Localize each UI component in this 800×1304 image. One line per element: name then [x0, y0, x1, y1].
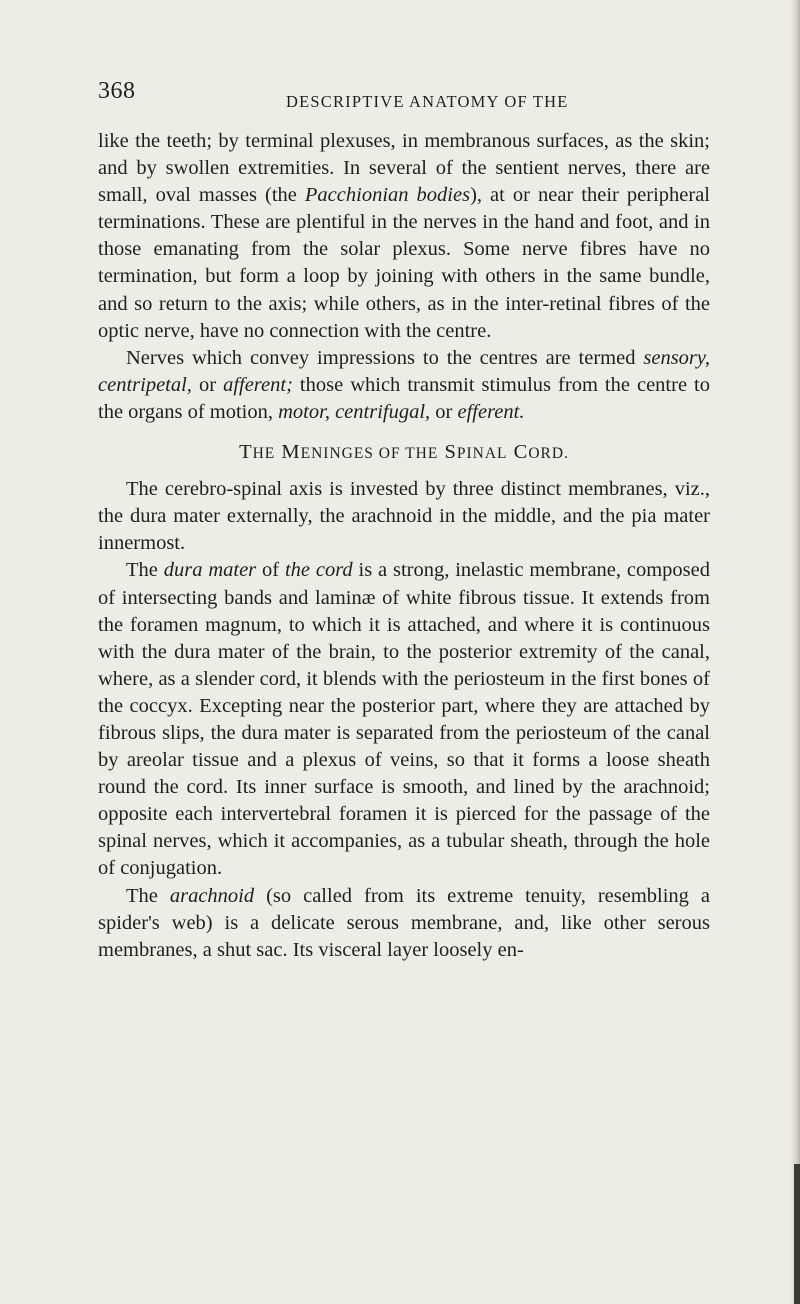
heading-small-caps: HE	[252, 445, 276, 463]
paragraph-terminations	[98, 128, 710, 345]
italic-term: afferent;	[223, 373, 293, 396]
paragraph-membranes: The cerebro-spinal axis is invested by three distinct membranes, viz., the dura mater externally, the arachnoid in the middle, and the pia mater innermost.	[98, 478, 710, 555]
paragraph-arachnoid	[98, 883, 710, 964]
page-edge-dark	[794, 1164, 800, 1304]
text-run: of	[256, 559, 285, 582]
text-run: Nerves which convey impressions to the centres are termed	[126, 346, 644, 369]
italic-term: motor, centrifugal,	[278, 400, 431, 423]
text-run: or	[191, 373, 224, 396]
text-run: or	[430, 400, 458, 423]
text-run: The	[126, 884, 170, 907]
body-text	[98, 128, 710, 964]
page-header	[98, 78, 718, 118]
heading-cap: C	[513, 441, 529, 464]
text-run: like the teeth; by terminal plexuses, in membranous surfaces, as the skin; and by swollen extremities. In several of the sentient nerves, there are small, oval masses (the	[98, 130, 710, 207]
section-heading	[98, 439, 710, 467]
text-run: those which transmit stimulus from the centre to the organs of motion,	[98, 373, 711, 423]
italic-term: arachnoid	[169, 884, 255, 907]
text-run: (so called from its extreme tenuity, resembling a spider's web) is a delicate serous membrane, and, like other serous membranes, a shut sac. Its visceral layer loosely en-	[98, 884, 710, 961]
italic-term: sensory, centripetal,	[98, 346, 710, 396]
text-run: The	[126, 559, 164, 582]
heading-small-caps: ORD.	[528, 445, 569, 463]
paragraph-dura-mater	[98, 557, 710, 882]
italic-term: the cord	[284, 559, 353, 582]
heading-cap: S	[444, 441, 457, 464]
heading-small-caps: ENINGES OF THE	[300, 445, 439, 463]
italic-term: dura mater	[163, 559, 257, 582]
page-edge-shadow	[790, 0, 800, 1304]
text-run: is a strong, inelastic membrane, composed of intersecting bands and laminæ of white fibrous tissue. It extends from the foramen magnum, to which it is attached, and where it is continuous with the dura mater of the brain, to the posterior extremity of the canal, where, as a slender cord, it blends with the periosteum in the first bones of the coccyx. Excepting near the posterior part, where they are attached by fibrous slips, the dura mater is separated from the periosteum of the canal by areolar tissue and a plexus of veins, so that it forms a loose sheath round the cord. Its inner surface is smooth, and lined by the arachnoid; opposite each intervertebral foramen it is pierced for the passage of the spinal nerves, which it accompanies, as a tubular sheath, through the hole of conjugation.	[98, 559, 711, 880]
italic-term: efferent.	[457, 400, 525, 423]
heading-cap: M	[281, 441, 301, 464]
paragraph-nerve-types	[98, 345, 710, 426]
heading-small-caps: PINAL	[456, 445, 508, 463]
italic-term: Pacchionian bodies	[304, 184, 471, 207]
text-run: ), at or near their peripheral terminations. These are plentiful in the nerves in the hand and foot, and in those emanating from the solar plexus. Some nerve fibres have no termination, but form a loop by joining with others in the same bundle, and so return to the axis; while others, as in the inter-retinal fibres of the optic nerve, have no connection with the centre.	[98, 184, 710, 342]
heading-cap: T	[239, 441, 253, 464]
page-number: 368	[98, 78, 136, 104]
running-head: DESCRIPTIVE ANATOMY OF THE	[286, 92, 569, 111]
